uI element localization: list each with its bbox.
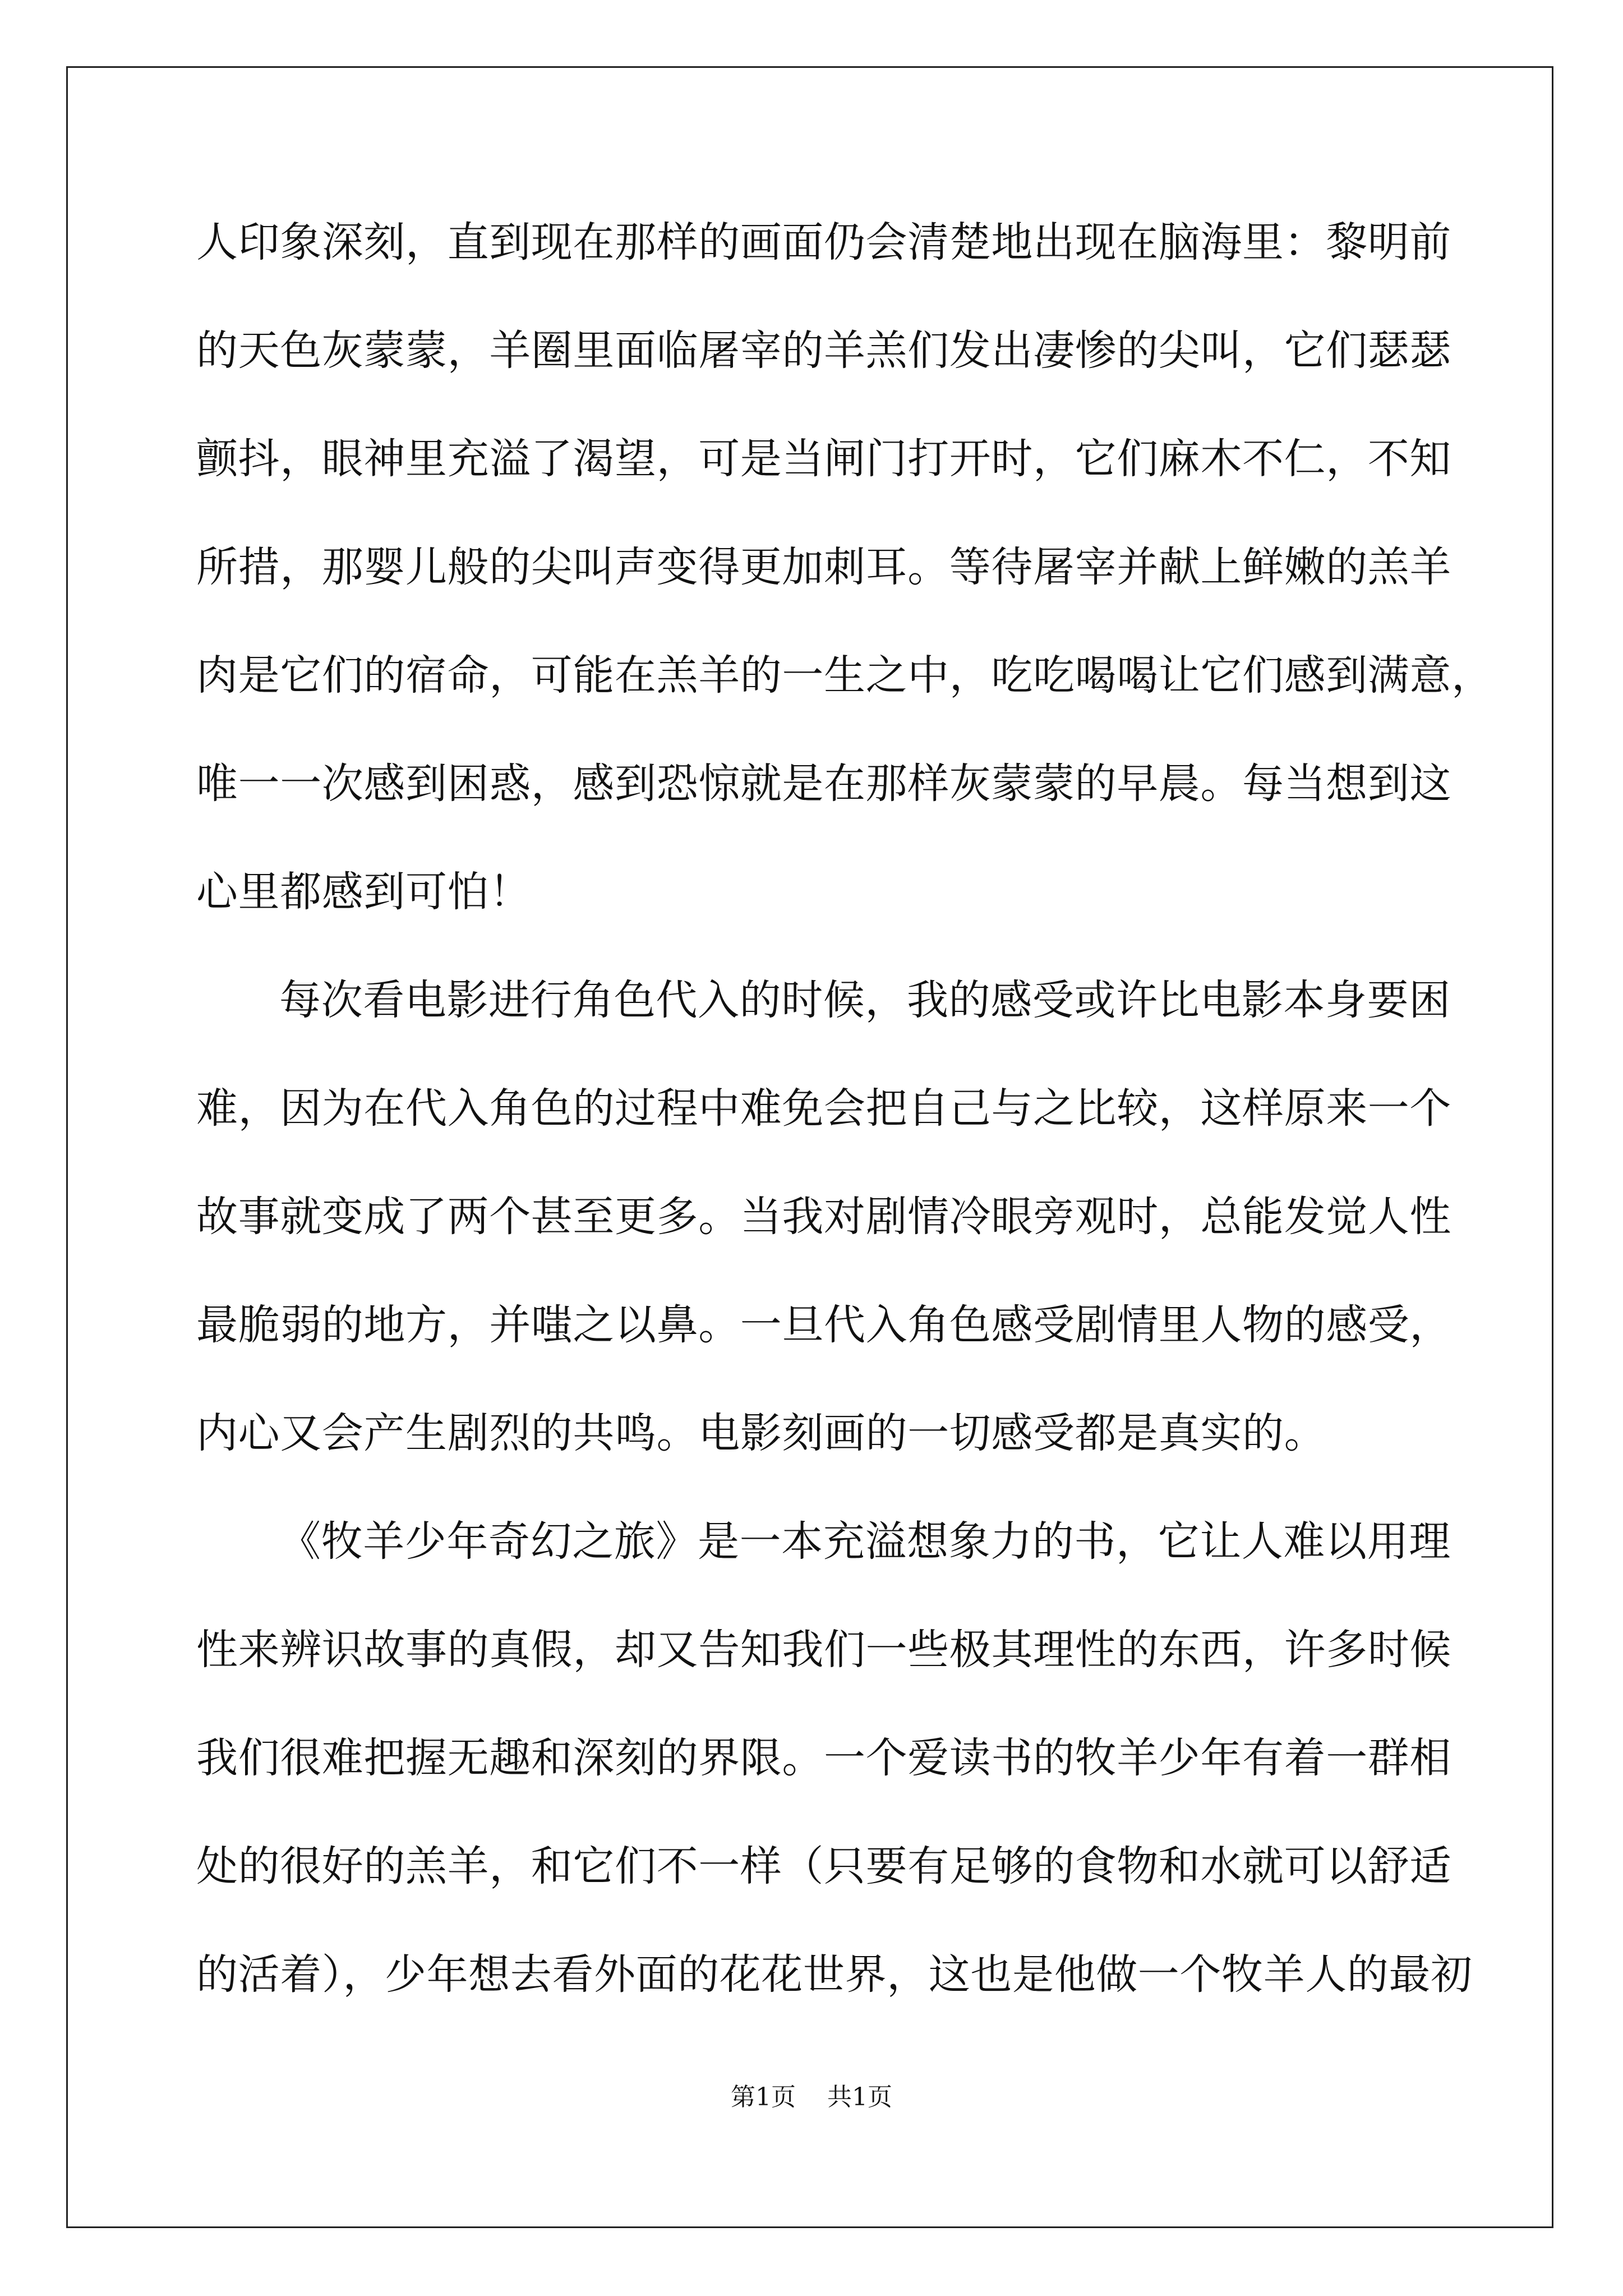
document-body <box>196 218 1493 2062</box>
text-line: 唯一一次感到困惑，感到恐惊就是在那样灰蒙蒙的早晨。每当想到这 <box>196 760 1451 808</box>
text-line: 颤抖，眼神里充溢了渴望，可是当闸门打开时，它们麻木不仁，不知 <box>196 435 1451 483</box>
text-line: 《牧羊少年奇幻之旅》是一本充溢想象力的书，它让人难以用理 <box>279 1517 1451 1566</box>
text-line: 人印象深刻，直到现在那样的画面仍会清楚地出现在脑海里：黎明前 <box>196 218 1451 266</box>
text-line: 的活着），少年想去看外面的花花世界，这也是他做一个牧羊人的最初 <box>196 1950 1473 1999</box>
text-line: 每次看电影进行角色代入的时候，我的感受或许比电影本身要困 <box>279 976 1451 1024</box>
text-line: 的天色灰蒙蒙，羊圈里面临屠宰的羊羔们发出凄惨的尖叫，它们瑟瑟 <box>196 326 1451 375</box>
text-line: 内心又会产生剧烈的共鸣。电影刻画的一切感受都是真实的。 <box>196 1409 1326 1457</box>
text-line: 肉是它们的宿命，可能在羔羊的一生之中，吃吃喝喝让它们感到满意， <box>196 651 1493 700</box>
page-number: 第1页 <box>731 2083 796 2111</box>
text-line: 最脆弱的地方，并嗤之以鼻。一旦代入角色感受剧情里人物的感受， <box>196 1301 1451 1349</box>
text-line: 难，因为在代入角色的过程中难免会把自己与之比较，这样原来一个 <box>196 1084 1451 1133</box>
text-line: 处的很好的羔羊，和它们不一样（只要有足够的食物和水就可以舒适 <box>196 1842 1451 1890</box>
page-footer <box>0 2085 1623 2110</box>
text-line: 我们很难把握无趣和深刻的界限。一个爱读书的牧羊少年有着一群相 <box>196 1734 1451 1782</box>
text-line: 心里都感到可怕！ <box>196 868 531 916</box>
text-line: 故事就变成了两个甚至更多。当我对剧情冷眼旁观时，总能发觉人性 <box>196 1193 1451 1241</box>
page-total: 共1页 <box>827 2083 892 2111</box>
text-line: 所措，那婴儿般的尖叫声变得更加刺耳。等待屠宰并献上鲜嫩的羔羊 <box>196 543 1451 591</box>
text-line: 性来辨识故事的真假，却又告知我们一些极其理性的东西，许多时候 <box>196 1626 1451 1674</box>
